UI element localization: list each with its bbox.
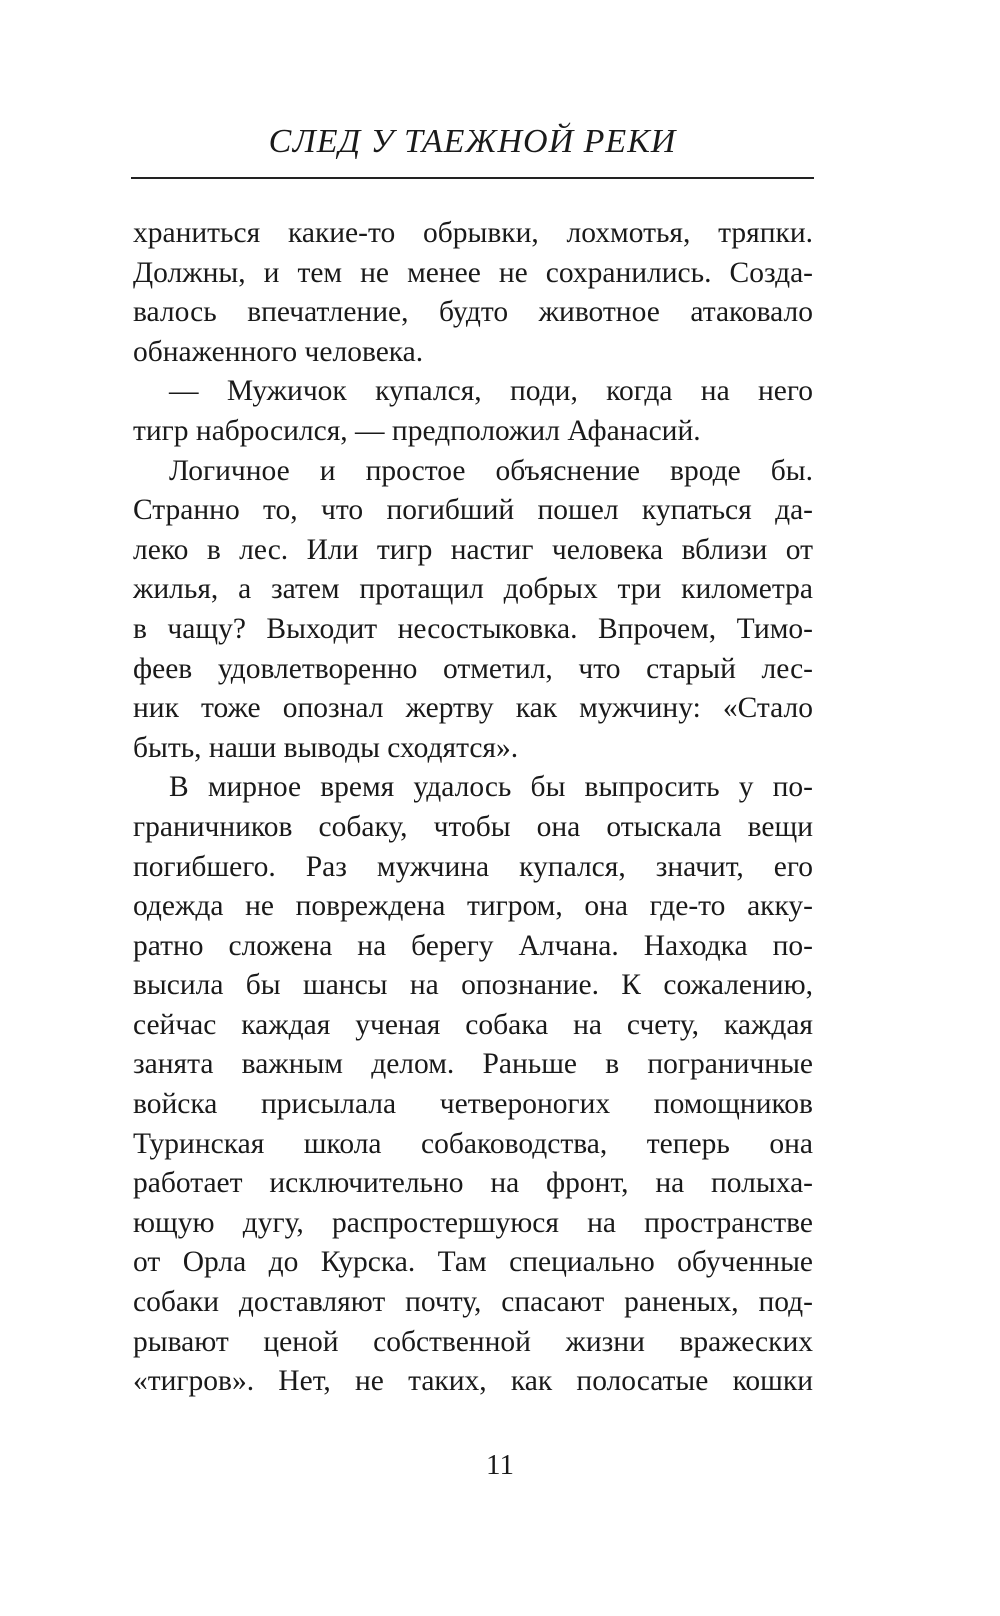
- text-line: — Мужичок купался, поди, когда на него: [169, 375, 813, 408]
- text-line: в чащу? Выходит несостыковка. Впрочем, Тимо-: [133, 612, 813, 645]
- text-line: обнаженного человека.: [133, 335, 424, 368]
- running-title: СЛЕД У ТАЕЖНОЙ РЕКИ: [268, 123, 677, 160]
- text-line: валось впечатление, будто животное атаковало: [133, 296, 813, 329]
- text-line: одежда не повреждена тигром, она где-то акку-: [133, 890, 813, 923]
- text-line: В мирное время удалось бы выпросить у по-: [169, 771, 813, 804]
- text-line: ник тоже опознал жертву как мужчину: «Стало: [133, 692, 813, 725]
- text-line: собаки доставляют почту, спасают раненых, под-: [133, 1286, 813, 1319]
- text-line: сейчас каждая ученая собака на счету, каждая: [133, 1008, 813, 1041]
- text-line: Логичное и простое объяснение вроде бы.: [169, 454, 813, 487]
- text-line: жилья, а затем протащил добрых три километра: [133, 573, 813, 606]
- text-line: граничников собаку, чтобы она отыскала вещи: [133, 810, 813, 843]
- text-line: войска присылала четвероногих помощников: [133, 1088, 813, 1121]
- text-line: ратно сложена на берегу Алчана. Находка по-: [133, 929, 813, 962]
- text-line: Туринская школа собаководства, теперь она: [133, 1127, 813, 1160]
- page-number: 11: [486, 1449, 514, 1481]
- text-line: рывают ценой собственной жизни вражеских: [133, 1325, 813, 1358]
- header-rule: [131, 177, 814, 179]
- text-line: от Орла до Курска. Там специально обученные: [133, 1246, 813, 1279]
- text-line: «тигров». Нет, не таких, как полосатые кошки: [133, 1365, 813, 1398]
- text-line: погибшего. Раз мужчина купался, значит, его: [133, 850, 813, 883]
- text-line: высила бы шансы на опознание. К сожалению,: [133, 969, 813, 1002]
- body-text: [133, 214, 813, 1402]
- text-line: храниться какие-то обрывки, лохмотья, тряпки.: [133, 217, 813, 249]
- text-line: леко в лес. Или тигр настиг человека вблизи от: [133, 533, 813, 566]
- text-line: феев удовлетворенно отметил, что старый лес-: [133, 652, 813, 685]
- text-line: Странно то, что погибший пошел купаться да-: [133, 494, 813, 527]
- text-line: Должны, и тем не менее не сохранились. Созда-: [133, 256, 813, 289]
- text-line: занята важным делом. Раньше в пограничные: [133, 1048, 813, 1081]
- text-line: работает исключительно на фронт, на полыха-: [133, 1167, 813, 1200]
- text-line: тигр набросился, — предположил Афанасий.: [133, 414, 701, 447]
- text-line: ющую дугу, распростершуюся на пространстве: [133, 1206, 813, 1239]
- text-line: быть, наши выводы сходятся».: [133, 731, 519, 764]
